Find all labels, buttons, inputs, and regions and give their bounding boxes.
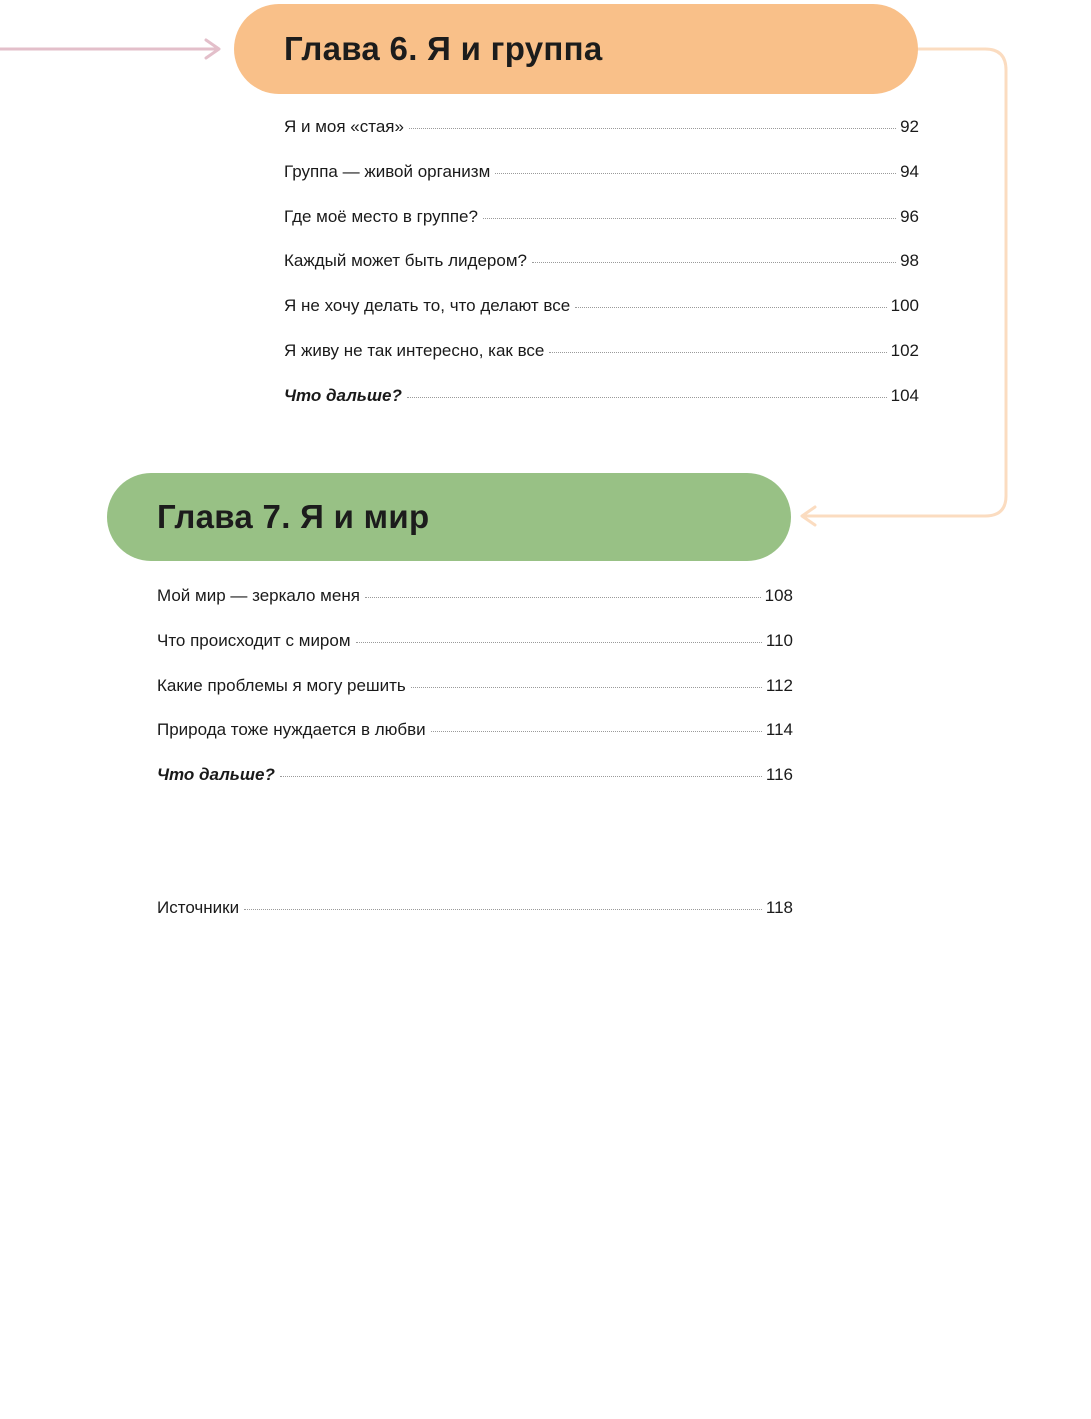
toc-entry-title: Что происходит с миром [157, 630, 351, 650]
toc-entry-page: 94 [900, 161, 919, 181]
toc-entry-page: 102 [890, 340, 919, 360]
incoming-arrow-icon [0, 40, 219, 58]
toc-entry[interactable] [157, 676, 793, 721]
toc-entry[interactable] [284, 386, 919, 431]
chapter-7-title: Глава 7. Я и мир [157, 498, 430, 535]
dot-leader [365, 597, 761, 598]
toc-entry-title: Я и моя «стая» [284, 117, 404, 136]
dot-leader [244, 909, 762, 910]
toc-entry-page: 110 [765, 630, 793, 650]
toc-entry[interactable] [284, 296, 919, 341]
chapter-6-banner [234, 4, 918, 94]
toc-entry-title: Что дальше? [157, 765, 275, 785]
toc-entry-page: 118 [765, 898, 793, 917]
toc-entry-page: 100 [890, 296, 919, 316]
toc-entry-title: Где моё место в группе? [284, 206, 478, 226]
toc-entry-page: 92 [900, 117, 919, 136]
toc-entry-title: Группа — живой организм [284, 161, 491, 181]
toc-entry[interactable] [157, 586, 793, 631]
dot-leader [431, 731, 762, 732]
toc-entry[interactable] [157, 765, 793, 810]
toc-entry-title: Я не хочу делать то, что делают все [284, 296, 571, 316]
toc-entry-title: Источники [157, 898, 240, 917]
toc-entry-sources[interactable] [157, 898, 793, 943]
toc-entry-title: Я живу не так интересно, как все [284, 340, 545, 360]
sources-toc [157, 898, 793, 943]
dot-leader [409, 128, 896, 129]
dot-leader [483, 218, 896, 219]
dot-leader [280, 776, 762, 777]
toc-entry-page: 108 [764, 586, 793, 605]
toc-entry-title: Природа тоже нуждается в любви [157, 720, 426, 740]
dot-leader [411, 687, 762, 688]
toc-entry[interactable] [284, 341, 919, 386]
toc-entry[interactable] [157, 720, 793, 765]
toc-entry[interactable] [157, 631, 793, 676]
dot-leader [532, 262, 896, 263]
chapter-6-toc [284, 117, 919, 431]
chapter-7-toc [157, 586, 793, 810]
toc-entry[interactable] [284, 207, 919, 252]
toc-entry[interactable] [284, 162, 919, 207]
toc-entry-title: Какие проблемы я могу решить [157, 675, 406, 695]
dot-leader [407, 397, 887, 398]
toc-entry-page: 112 [765, 675, 793, 695]
toc-entry-page: 114 [765, 720, 793, 740]
dot-leader [575, 307, 886, 308]
dot-leader [495, 173, 896, 174]
toc-entry-title: Мой мир — зеркало меня [157, 586, 360, 605]
toc-entry-page: 116 [765, 765, 793, 785]
toc-entry[interactable] [284, 251, 919, 296]
dot-leader [356, 642, 762, 643]
toc-entry[interactable] [284, 117, 919, 162]
toc-entry-title: Что дальше? [284, 385, 402, 405]
toc-entry-page: 96 [900, 206, 919, 226]
dot-leader [549, 352, 886, 353]
toc-entry-page: 98 [900, 251, 919, 271]
chapter-7-banner [107, 473, 791, 561]
chapter-6-title: Глава 6. Я и группа [284, 30, 603, 67]
toc-entry-title: Каждый может быть лидером? [284, 251, 527, 271]
toc-entry-page: 104 [890, 385, 919, 405]
